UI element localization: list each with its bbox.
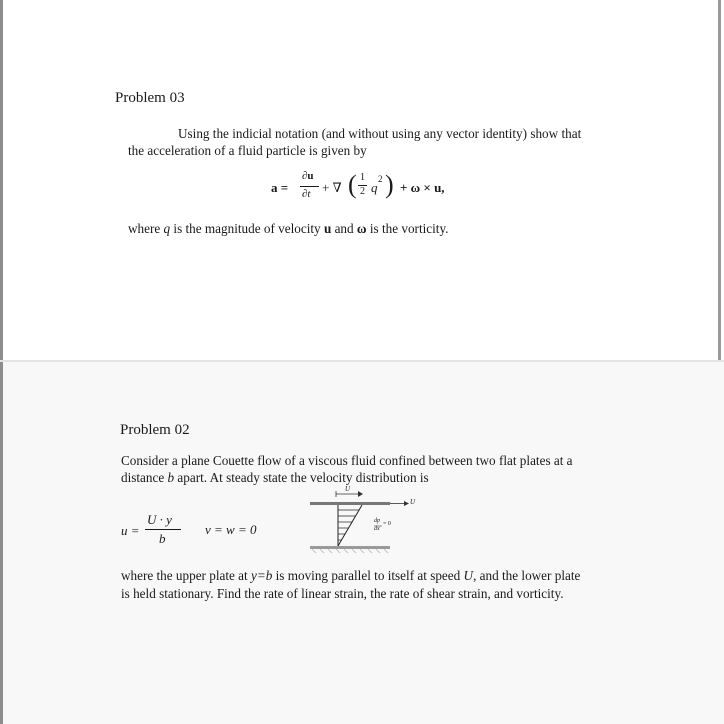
right-u-label: U xyxy=(410,498,416,506)
fraction-bar xyxy=(300,186,319,187)
where-mid: is the magnitude of velocity xyxy=(173,221,321,236)
omega-cross-u: + ω × u, xyxy=(400,180,445,195)
u-numerator: U · y xyxy=(147,512,172,527)
line2-suffix: apart. At steady state the velocity distribution is xyxy=(177,470,429,485)
dp-equals-zero: = 0 xyxy=(383,521,391,527)
u-denominator: b xyxy=(159,531,166,546)
problem-03-sheet xyxy=(0,0,724,360)
line2-b: b xyxy=(167,470,175,485)
couette-flow-diagram xyxy=(300,485,420,558)
equation-lhs: a = xyxy=(271,180,289,195)
where-and: and xyxy=(334,221,354,236)
half-numerator: 1 xyxy=(360,172,365,183)
problem-03-line-1: Using the indicial notation (and without using any vector identity) show that xyxy=(178,126,582,141)
problem-02-line-4: is held stationary. Find the rate of linear strain, the rate of shear strain, and vorticity. xyxy=(121,586,564,601)
acceleration-equation xyxy=(0,0,724,360)
v-w-equation: v = w = 0 xyxy=(205,522,257,537)
line3-end: , and the lower plate xyxy=(473,568,581,583)
partial-u: ∂u xyxy=(302,170,314,182)
problem-03-line-2: the acceleration of a fluid particle is given by xyxy=(128,143,367,158)
line3-U: U xyxy=(463,568,474,583)
where-omega: ω xyxy=(356,221,367,236)
partial-t: ∂t xyxy=(302,188,311,200)
problem-02-title: Problem 02 xyxy=(120,422,190,438)
problem-02-line-1: Consider a plane Couette flow of a viscous fluid confined between two flat plates at a xyxy=(121,453,573,468)
q-exponent: 2 xyxy=(378,174,383,184)
problem-03-title: Problem 03 xyxy=(115,90,185,106)
u-lhs: u = xyxy=(121,523,140,538)
line3-prefix: where the upper plate at xyxy=(121,568,248,583)
problem-02-line-3 xyxy=(121,568,580,584)
where-prefix: where xyxy=(128,221,161,236)
line3-condition: y=b xyxy=(250,568,273,583)
line3-mid: is moving parallel to itself at speed xyxy=(275,568,461,583)
q-variable: q xyxy=(371,180,378,195)
where-u: u xyxy=(323,221,332,236)
u-fraction-bar xyxy=(145,529,181,530)
top-u-label: U xyxy=(345,485,351,493)
problem-02-sheet xyxy=(0,362,724,724)
where-q: q xyxy=(163,221,171,236)
dp-numerator: dp xyxy=(374,518,380,524)
couette-figure-svg xyxy=(300,488,420,558)
where-end: is the vorticity. xyxy=(369,221,449,236)
left-paren: ( xyxy=(348,170,357,199)
right-paren: ) xyxy=(385,170,394,199)
line2-prefix: distance xyxy=(121,470,165,485)
plus-nabla: + ∇ xyxy=(322,180,342,195)
half-denominator: 2 xyxy=(360,186,365,197)
dp-denominator: dx xyxy=(374,526,380,532)
problem-03-where-line xyxy=(128,221,448,237)
